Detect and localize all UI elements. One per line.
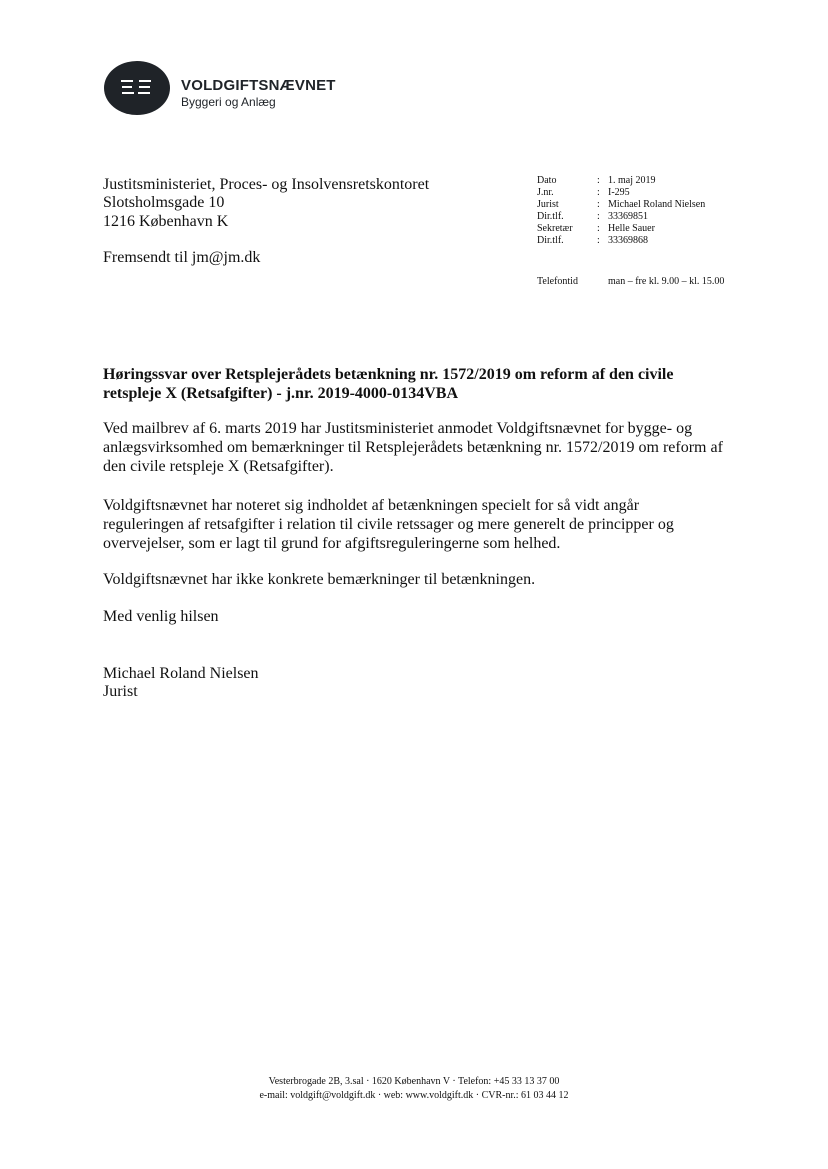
footer-address: Vesterbrogade 2B, 3.sal · 1620 København V · Telefon: +45 33 13 37 00 — [268, 1076, 560, 1087]
recipient-line: Slotsholmsgade 10 — [103, 194, 225, 211]
forwarded-to: Fremsendt til jm@jm.dk — [103, 249, 261, 266]
meta-label-date: Dato — [537, 175, 557, 186]
meta-label-dirtlf: Dir.tlf. — [537, 235, 564, 246]
recipient-line: 1216 København K — [103, 213, 229, 230]
meta-sep: : — [597, 223, 600, 234]
meta-value-jurist: Michael Roland Nielsen — [608, 199, 706, 210]
meta-sep: : — [597, 211, 600, 222]
meta-value-dirtlf: 33369868 — [608, 235, 648, 246]
signature-title: Jurist — [103, 683, 138, 700]
meta-sep: : — [597, 199, 600, 210]
phone-hours-value: man – fre kl. 9.00 – kl. 15.00 — [608, 276, 725, 287]
body-paragraph: Voldgiftsnævnet har noteret sig indholdet af betænkningen specielt for så vidt angår reguleringen af retsafgifter i relation til civile retssager og mere generelt de principper og overvejelser, som er lagt til grund for afgiftsreguleringerne som helhed. — [103, 497, 674, 552]
org-subtitle: Byggeri og Anlæg — [181, 95, 276, 109]
meta-value-dirtlf: 33369851 — [608, 211, 648, 222]
subject-heading: Høringssvar over Retsplejerådets betænkning nr. 1572/2019 om reform af den civile retspleje X (Retsafgifter) - j.nr. 2019-4000-0134VBA — [103, 366, 674, 402]
footer-contact: e-mail: voldgift@voldgift.dk · web: www.voldgift.dk · CVR-nr.: 61 03 44 12 — [259, 1090, 569, 1101]
phone-hours-label: Telefontid — [537, 276, 578, 287]
logo-mark-icon — [104, 61, 170, 115]
meta-value-secretary: Helle Sauer — [608, 223, 655, 234]
meta-label-jnr: J.nr. — [537, 187, 554, 198]
meta-label-dirtlf: Dir.tlf. — [537, 211, 564, 222]
body-paragraph: Voldgiftsnævnet har ikke konkrete bemærkninger til betænkningen. — [103, 571, 536, 588]
signature-name: Michael Roland Nielsen — [103, 665, 259, 682]
meta-label-jurist: Jurist — [537, 199, 559, 210]
meta-label-secretary: Sekretær — [537, 223, 573, 234]
org-name: VOLDGIFTSNÆVNET — [181, 77, 336, 94]
meta-sep: : — [597, 187, 600, 198]
meta-value-date: 1. maj 2019 — [608, 175, 656, 186]
closing: Med venlig hilsen — [103, 608, 219, 625]
meta-sep: : — [597, 175, 600, 186]
body-paragraph: Ved mailbrev af 6. marts 2019 har Justitsministeriet anmodet Voldgiftsnævnet for bygge- og anlægsvirksomhed om bemærkninger til Retsplejerådets betænkning nr. 1572/2019 om reform af den civile retspleje X (Retsafgifter). — [103, 420, 723, 475]
meta-sep: : — [597, 235, 600, 246]
meta-value-jnr: I-295 — [608, 187, 630, 198]
recipient-line: Justitsministeriet, Proces- og Insolvensretskontoret — [103, 176, 430, 193]
